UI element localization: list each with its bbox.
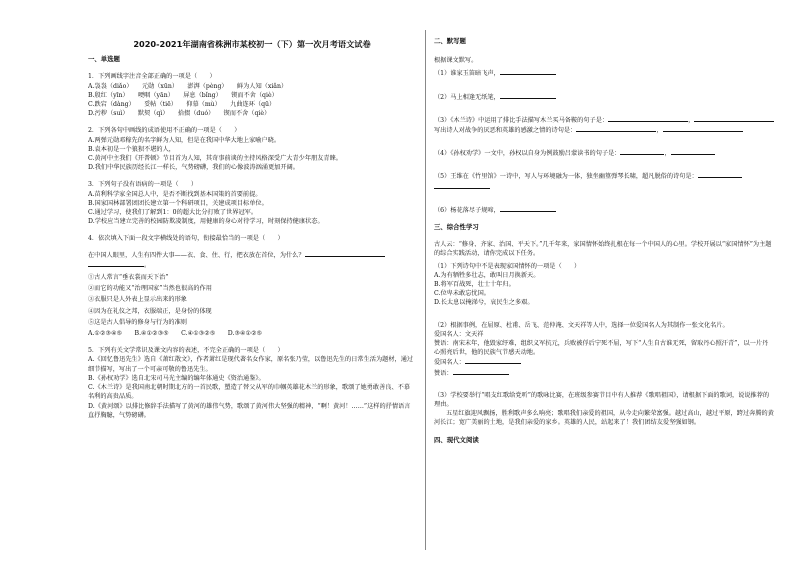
exam-title: 2020-2021年湖南省株洲市某校初一（下）第一次月考语文试卷 xyxy=(133,39,371,49)
question-5 xyxy=(88,346,416,420)
dictation-4-blank-a[interactable] xyxy=(620,148,664,155)
dictation-3: （3）《木兰诗》中运用了排比手法描写木兰买马备鞍的句子是： ， 写出诗人对战争的厌恶和英雄的感激之情的诗句是： ， xyxy=(434,115,774,135)
dictation-3-blank-c[interactable] xyxy=(576,125,656,132)
integrated-3 xyxy=(434,391,774,428)
dictation-3-blank-b[interactable] xyxy=(694,115,774,122)
dictation-3-blank-a[interactable] xyxy=(608,115,688,122)
q4-stem: 4．依次填入下面一段文字横线处的语句，衔接最恰当的一项是（ ） xyxy=(88,235,284,243)
q2-option-d: D.我们中华民族历经长江一样长，气势磅礴，我们的心像波涛汹涌更加开阔。 xyxy=(88,164,299,172)
dictation-1: （1）谁家玉笛暗飞声， xyxy=(434,68,774,78)
q4-choices: A.①②③④⑤ B.④①②③⑤ C.④①③②⑤ D.③④①②⑤ xyxy=(88,330,263,338)
q3-option-c: C.通过学习，使我们了解到1：0的超大比分打败了世界冠军。 xyxy=(88,209,258,217)
q5-option-a: A.《回忆鲁迅先生》选自《萧红散文》，作者萧红是现代著名女作家，原名张乃莹，以鲁迅先生的日常生活为题材，通过细节描写，写出了一个可亲可敬的鲁迅先生。 xyxy=(88,356,414,373)
question-1 xyxy=(88,72,416,118)
dictation-5-blank-a[interactable] xyxy=(698,171,742,178)
section-single-choice: 一、单选题 xyxy=(88,55,120,64)
integrated-1 xyxy=(434,262,774,308)
dictation-6-blank[interactable] xyxy=(500,205,556,212)
integrated-2-example-text: 赞语：南宋末年，他毁家纾难，组织义军抗元，兵败被俘后宁死不屈，写下“人生自古谁无死，留取丹心照汗青”，以一片丹心照亮后世，他的民族气节感天动地。 xyxy=(434,340,769,357)
q1-option-d: D.污秽（suì） 默契（qì） 拾掇（duó） 锲而不舍（qiè） xyxy=(88,110,271,118)
column-divider xyxy=(425,30,426,550)
q1-stem: 1．下列画线字注音全部正确的一项是（ ） xyxy=(88,73,216,81)
integrated-2-example-label: 爱国名人：文天祥 xyxy=(434,330,484,338)
q4-sentence-5: ⑤这是古人倡导的修身与行为的准则 xyxy=(88,318,187,326)
q1-option-c: C.跌宕（dàng） 妥帖（tiē） 仰慕（mù） 九曲连环（qū） xyxy=(88,101,276,109)
integrated-1-stem: （1）下列诗句中不是表现家国情怀的一项是（ ） xyxy=(434,262,581,270)
left-column xyxy=(88,34,416,420)
q1-option-a: A.袅袅（diǎo） 元勋（xūn） 澎湃（pèng） 鲜为人知（xiǎn） xyxy=(88,82,288,90)
dictation-5-blank-b[interactable] xyxy=(434,182,490,189)
q4-passage-end: 。 xyxy=(88,260,416,270)
dictation-4-blank-b[interactable] xyxy=(671,148,715,155)
q5-option-b: B.《孙权劝学》选自北宋司马光主编的编年体通史《资治通鉴》。 xyxy=(88,374,265,382)
q2-option-a: A.两弹元勋邓稼先的名字鲜为人知，但是在我国中华大地上家喻户晓。 xyxy=(88,136,281,144)
q4-blank-2[interactable] xyxy=(88,260,144,267)
question-2 xyxy=(88,126,416,172)
section-modern-reading: 四、现代文阅读 xyxy=(434,435,479,444)
integrated-2-praise-row: 赞语： xyxy=(434,368,774,378)
section-dictation: 二、默写题 xyxy=(434,37,466,45)
integrated-2-name-blank[interactable] xyxy=(465,357,521,364)
q4-passage: 在中国人眼里，人生有四件大事——衣、食、住、行，把衣放在首位，为什么？ xyxy=(88,250,416,260)
q2-option-c: C.黄河中主我们《开普顿》节目首为人知，其奇事前谈的主持风格深受广大青少年朋友青睐。 xyxy=(88,155,342,163)
q4-sentence-1: ①古人常言“垂衣裳而天下治” xyxy=(88,274,169,282)
integrated-intro: 古人云：“修身、齐家、治国、平天下。”几千年来，家国情怀始终扎根在每一个中国人的心里。学校开展以“家国情怀”为主题的综合实践活动，请你完成以下任务。 xyxy=(434,241,772,258)
q4-sentence-3: ③衣服只是人外表上显示出来的形象 xyxy=(88,296,187,304)
q3-option-d: D.学校应当建立完善的校园防欺凌制度，用健康的身心对待学习，时刻保持健康状态。 xyxy=(88,218,324,226)
integrated-2-stem: （2）根据事例，在屈原、杜甫、岳飞、范仲淹、文天祥等人中，选择一位爱国名人为其制作一张文化名片。 xyxy=(434,321,729,329)
section-integrated-learning: 三、综合性学习 xyxy=(434,223,479,232)
q3-option-b: B.国家国林部署团团长建立第一个科研项目，关建成项目标单位。 xyxy=(88,199,268,207)
integrated-1-option-a: A.为有牺牲多壮志，敢叫日月换新天。 xyxy=(434,271,540,279)
question-4 xyxy=(88,234,416,338)
q1-option-b: B.殷红（yīn） 哽咽（yān） 屏息（bǐng） 锲而不舍（qiè） xyxy=(88,91,278,99)
integrated-3-lyrics: 五星红旗迎风飘扬，胜利歌声多么响亮；歌唱我们亲爱的祖国，从今走向繁荣富强。越过高山，越过平原，跨过奔腾的黄河长江；宽广美丽的土地，是我们亲爱的家乡。英雄的人民，站起来了！我们团结友爱坚强如钢。 xyxy=(434,410,774,427)
integrated-1-option-b: B.将军百战死，壮士十年归。 xyxy=(434,281,515,289)
dictation-3-blank-d[interactable] xyxy=(663,125,743,132)
dictation-2-blank[interactable] xyxy=(500,92,556,99)
dictation-1-blank[interactable] xyxy=(500,68,556,75)
q5-option-d: D.《黄河颂》以排比修辞手法描写了黄河的雄伟气势，歌颂了黄河伟大坚强的精神，“啊！黄河！……”这样的抒情语言直抒胸臆，气势磅礴。 xyxy=(88,402,411,419)
question-3 xyxy=(88,180,416,226)
integrated-2-name-row: 爱国名人： xyxy=(434,357,774,367)
dictation-intro: 根据课文默写。 xyxy=(434,57,478,65)
integrated-1-option-c: C.位卑未敢忘忧国。 xyxy=(434,290,490,298)
integrated-2 xyxy=(434,321,774,378)
dictation-4: （4）《孙权劝学》一文中，孙权以自身为例鼓励吕蒙读书的句子是： ， xyxy=(434,148,774,158)
dictation-6: （6）杨花落尽子规啼， xyxy=(434,205,774,215)
q2-option-b: B.袁本初是一个狼狈不堪的人， xyxy=(88,145,175,153)
q4-blank[interactable] xyxy=(305,250,385,257)
dictation-5: （5）王维在《竹里馆》一诗中，写人与环境融为一体，独坐幽篁弹琴长啸，超凡脱俗的诗句是： xyxy=(434,171,774,191)
q3-stem: 3．下列句子没有语病的一项是（ ） xyxy=(88,181,198,189)
integrated-2-praise-blank[interactable] xyxy=(453,368,509,375)
q4-sentence-4: ④因为在礼仪之邦，衣服端正，是身份的体现 xyxy=(88,307,212,315)
q2-stem: 2．下列各句中画线的成语使用不正确的一项是（ ） xyxy=(88,127,241,135)
right-column xyxy=(434,34,774,449)
q3-option-a: A.苗利科学家全国总人中，是否不断找到基本国策的首要前提。 xyxy=(88,190,262,198)
q4-sentence-2: ②而它的功能又“治理国家”当然也很高的作用 xyxy=(88,285,212,293)
q5-option-c: C.《木兰诗》是我国南北朝时期北方的一首民歌，塑造了替父从军的巾帼英雄花木兰的形象，歌颂了她勇敢善良、不慕名利的高贵品质。 xyxy=(88,384,411,401)
integrated-3-stem: （3）学校要举行“唱支红歌给党听”的歌咏比赛，在班级参赛节目中有人推荐《歌唱祖国》，请根据下面的歌词，说说推荐的理由。 xyxy=(434,391,770,409)
q5-stem: 5．下列有关文学常识及课文内容的表述，不完全正确的一项是（ ） xyxy=(88,347,284,355)
integrated-1-option-d: D.长太息以掩涕兮，哀民生之多艰。 xyxy=(434,299,534,307)
dictation-2: （2）马上相逢无纸笔， xyxy=(434,92,774,102)
